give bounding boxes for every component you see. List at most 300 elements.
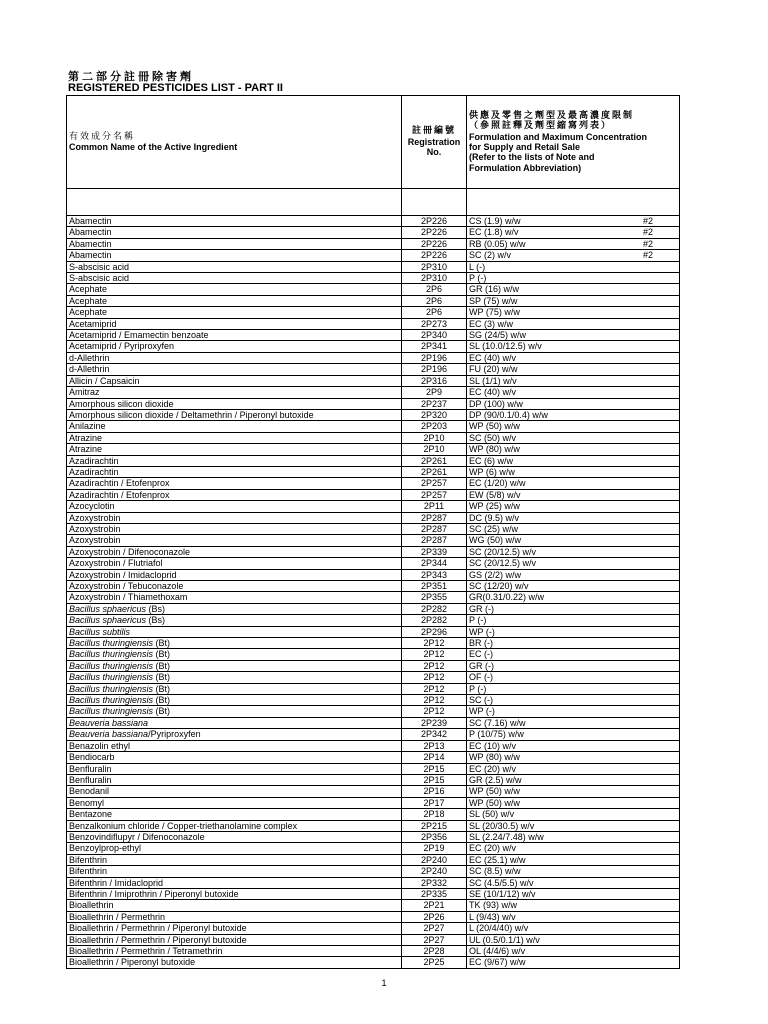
formulation-header-line1: Formulation and Maximum Concentration	[469, 131, 648, 142]
ingredient-cell	[67, 615, 402, 626]
registration-cell: 2P10	[402, 432, 467, 443]
ingredient-cell	[67, 546, 402, 557]
ingredient-name: Bifenthrin / Imiprothrin / Piperonyl butoxide	[69, 888, 239, 899]
ingredient-suffix: (Bt)	[153, 649, 171, 660]
ingredient-name: Abamectin	[69, 216, 112, 226]
formulation-cell	[467, 444, 680, 455]
formulation-text: EC (25.1) w/w	[469, 854, 526, 865]
registration-cell: 2P226	[402, 238, 467, 249]
ingredient-name: Azadirachtin	[69, 466, 119, 477]
ingredient-cell	[67, 398, 402, 409]
table-row	[67, 375, 680, 386]
ingredient-name: Azoxystrobin / Difenoconazole	[69, 546, 191, 557]
table-row	[67, 740, 680, 751]
note-marker: #2	[642, 227, 653, 238]
registration-cell: 2P237	[402, 398, 467, 409]
ingredient-cell	[67, 786, 402, 797]
table-row	[67, 318, 680, 329]
formulation-text: UL (0.5/0.1/1) w/v	[469, 934, 540, 945]
ingredient-cell	[67, 238, 402, 249]
formulation-cell	[467, 261, 680, 272]
ingredient-cell	[67, 250, 402, 261]
table-row	[67, 455, 680, 466]
registration-cell: 2P257	[402, 478, 467, 489]
registration-cell: 2P14	[402, 752, 467, 763]
formulation-text: WP (25) w/w	[469, 501, 520, 512]
ingredient-cell	[67, 364, 402, 375]
registration-cell: 2P339	[402, 546, 467, 557]
ingredient-cell	[67, 934, 402, 945]
formulation-cell	[467, 911, 680, 922]
ingredient-cell	[67, 638, 402, 649]
formulation-text: WP (50) w/w	[469, 786, 520, 797]
ingredient-name: Amitraz	[69, 387, 100, 398]
table-row	[67, 523, 680, 534]
formulation-header-line2: for Supply and Retail Sale	[469, 142, 581, 152]
formulation-text: OL (4/4/6) w/v	[469, 946, 526, 956]
table-row	[67, 273, 680, 284]
note-marker: #2	[642, 250, 653, 261]
table-row	[67, 729, 680, 740]
formulation-header-chinese-1: 供應及零售之劑型及最高濃度限制	[469, 110, 635, 121]
ingredient-name: Acephate	[69, 307, 108, 318]
table-row	[67, 352, 680, 363]
registration-cell: 2P19	[402, 843, 467, 854]
registration-cell: 2P18	[402, 809, 467, 820]
ingredient-name: Bacillus sphaericus	[69, 615, 147, 626]
registration-cell: 2P343	[402, 569, 467, 580]
formulation-cell	[467, 626, 680, 637]
formulation-cell	[467, 478, 680, 489]
formulation-text: EC (1.8) w/v	[469, 227, 519, 238]
ingredient-name: Acetamiprid / Emamectin benzoate	[69, 330, 209, 341]
ingredient-name: Bioallethrin	[69, 900, 114, 911]
table-row	[67, 683, 680, 694]
ingredient-cell	[67, 706, 402, 717]
formulation-cell	[467, 866, 680, 877]
ingredient-name: Bacillus thuringiensis	[69, 660, 154, 671]
ingredient-name: Azoxystrobin	[69, 535, 121, 546]
ingredient-name: d-Allethrin	[69, 352, 110, 363]
table-row	[67, 569, 680, 580]
ingredient-name: Azadirachtin	[69, 455, 119, 466]
registration-cell: 2P332	[402, 877, 467, 888]
formulation-text: EC (1/20) w/w	[469, 478, 526, 489]
ingredient-cell	[67, 660, 402, 671]
registration-cell: 2P240	[402, 854, 467, 865]
note-marker: #2	[642, 216, 653, 226]
table-row	[67, 626, 680, 637]
ingredient-suffix: (Bt)	[153, 638, 171, 649]
ingredient-cell	[67, 797, 402, 808]
formulation-text: P (-)	[469, 615, 487, 626]
ingredient-cell	[67, 603, 402, 614]
formulation-cell	[467, 238, 680, 249]
registration-header-line1: Registration	[407, 136, 461, 147]
table-row	[67, 409, 680, 420]
table-row	[67, 866, 680, 877]
ingredient-name: Amorphous silicon dioxide / Deltamethrin / Piperonyl butoxide	[69, 409, 314, 420]
ingredient-cell	[67, 421, 402, 432]
formulation-header-line3: (Refer to the lists of Note and	[469, 152, 595, 163]
ingredient-name: Benfluralin	[69, 774, 112, 785]
ingredient-name: Bioallethrin / Piperonyl butoxide	[69, 957, 196, 968]
table-row	[67, 797, 680, 808]
ingredient-cell	[67, 501, 402, 512]
table-row	[67, 615, 680, 626]
registration-column-header	[402, 96, 467, 189]
formulation-cell	[467, 581, 680, 592]
ingredient-cell	[67, 478, 402, 489]
table-body	[67, 216, 680, 969]
ingredient-cell	[67, 854, 402, 865]
ingredient-cell	[67, 444, 402, 455]
formulation-cell	[467, 216, 680, 227]
table-row	[67, 706, 680, 717]
ingredient-name: Bifenthrin	[69, 854, 108, 865]
ingredient-name: Azoxystrobin / Thiamethoxam	[69, 592, 188, 603]
table-row	[67, 660, 680, 671]
registration-cell: 2P11	[402, 501, 467, 512]
table-row	[67, 364, 680, 375]
table-row	[67, 512, 680, 523]
table-row	[67, 478, 680, 489]
ingredient-name: Benzalkonium chloride / Copper-triethanolamine complex	[69, 820, 298, 831]
ingredient-name: Allicin / Capsaicin	[69, 375, 140, 386]
formulation-text: GR (-)	[469, 603, 494, 614]
registration-cell: 2P356	[402, 831, 467, 842]
formulation-cell	[467, 603, 680, 614]
ingredient-header-chinese: 有效成分名稱	[69, 131, 136, 142]
formulation-text: SG (24/5) w/w	[469, 330, 527, 341]
ingredient-cell	[67, 774, 402, 785]
ingredient-name: Atrazine	[69, 444, 103, 455]
table-row	[67, 398, 680, 409]
ingredient-cell	[67, 672, 402, 683]
table-row	[67, 307, 680, 318]
formulation-cell	[467, 489, 680, 500]
table-row	[67, 831, 680, 842]
formulation-text: OF (-)	[469, 672, 493, 683]
registration-cell: 2P12	[402, 672, 467, 683]
ingredient-name: Acetamiprid	[69, 318, 117, 329]
registration-cell: 2P15	[402, 763, 467, 774]
table-row	[67, 216, 680, 227]
registration-cell: 2P257	[402, 489, 467, 500]
formulation-cell	[467, 466, 680, 477]
formulation-cell	[467, 683, 680, 694]
table-row	[67, 387, 680, 398]
formulation-cell	[467, 672, 680, 683]
formulation-cell	[467, 638, 680, 649]
formulation-cell	[467, 752, 680, 763]
ingredient-name: Bioallethrin / Permethrin / Piperonyl butoxide	[69, 923, 247, 934]
ingredient-name: Bacillus thuringiensis	[69, 695, 154, 706]
formulation-text: GR (16) w/w	[469, 284, 520, 295]
registration-cell: 2P12	[402, 660, 467, 671]
formulation-cell	[467, 398, 680, 409]
ingredient-name: Azoxystrobin / Imidacloprid	[69, 569, 177, 580]
formulation-cell	[467, 318, 680, 329]
formulation-cell	[467, 592, 680, 603]
formulation-cell	[467, 387, 680, 398]
table-row	[67, 466, 680, 477]
ingredient-cell	[67, 717, 402, 728]
formulation-cell	[467, 546, 680, 557]
ingredient-name: Acephate	[69, 295, 108, 306]
formulation-text: FU (20) w/w	[469, 364, 518, 375]
ingredient-cell	[67, 877, 402, 888]
formulation-text: SL (1/1) w/v	[469, 375, 517, 386]
formulation-text: WG (50) w/w	[469, 535, 522, 546]
registration-cell: 2P215	[402, 820, 467, 831]
table-row	[67, 558, 680, 569]
table-row	[67, 911, 680, 922]
formulation-text: SC (2) w/v	[469, 250, 512, 261]
table-row	[67, 581, 680, 592]
table-row	[67, 501, 680, 512]
ingredient-cell	[67, 341, 402, 352]
ingredient-cell	[67, 900, 402, 911]
ingredient-name: S-abscisic acid	[69, 273, 130, 284]
ingredient-name: Atrazine	[69, 432, 103, 443]
formulation-cell	[467, 535, 680, 546]
table-row	[67, 489, 680, 500]
formulation-cell	[467, 706, 680, 717]
formulation-cell	[467, 364, 680, 375]
ingredient-suffix: (Bt)	[153, 660, 171, 671]
formulation-text: WP (80) w/w	[469, 752, 520, 763]
formulation-cell	[467, 854, 680, 865]
ingredient-name: Beauveria bassiana	[69, 717, 149, 728]
registration-header-chinese: 註冊編號	[411, 126, 456, 137]
table-row	[67, 649, 680, 660]
ingredient-name: Azoxystrobin	[69, 523, 121, 534]
table-row	[67, 535, 680, 546]
ingredient-cell	[67, 307, 402, 318]
formulation-text: GS (2/2) w/w	[469, 569, 522, 580]
formulation-cell	[467, 729, 680, 740]
formulation-cell	[467, 284, 680, 295]
table-row	[67, 695, 680, 706]
formulation-cell	[467, 227, 680, 238]
ingredient-cell	[67, 729, 402, 740]
formulation-cell	[467, 375, 680, 386]
ingredient-name: Bacillus thuringiensis	[69, 683, 154, 694]
table-row	[67, 330, 680, 341]
ingredient-cell	[67, 946, 402, 957]
ingredient-cell	[67, 831, 402, 842]
table-row	[67, 888, 680, 899]
registration-cell: 2P261	[402, 466, 467, 477]
ingredient-cell	[67, 318, 402, 329]
formulation-cell	[467, 660, 680, 671]
ingredient-name: S-abscisic acid	[69, 261, 130, 272]
registration-cell: 2P10	[402, 444, 467, 455]
ingredient-suffix: (Bt)	[153, 672, 171, 683]
spacer-cell	[467, 189, 680, 216]
registration-cell: 2P287	[402, 535, 467, 546]
ingredient-cell	[67, 911, 402, 922]
ingredient-cell	[67, 216, 402, 227]
formulation-text: CS (1.9) w/w	[469, 216, 521, 226]
ingredient-cell	[67, 581, 402, 592]
ingredient-cell	[67, 569, 402, 580]
formulation-cell	[467, 649, 680, 660]
ingredient-cell	[67, 409, 402, 420]
table-row	[67, 763, 680, 774]
registration-header-line2: No.	[426, 147, 442, 158]
note-marker: #2	[642, 238, 653, 249]
ingredient-cell	[67, 649, 402, 660]
formulation-text: SL (2.24/7.48) w/w	[469, 831, 544, 842]
registration-cell: 2P335	[402, 888, 467, 899]
formulation-text: EC (-)	[469, 649, 493, 660]
table-row	[67, 341, 680, 352]
ingredient-name: Benfluralin	[69, 763, 112, 774]
ingredient-name: Bioallethrin / Permethrin	[69, 911, 166, 922]
table-row	[67, 774, 680, 785]
formulation-text: EC (40) w/v	[469, 387, 517, 398]
ingredient-cell	[67, 455, 402, 466]
ingredient-name: Bioallethrin / Permethrin / Tetramethrin	[69, 946, 223, 956]
header-spacer-row	[67, 189, 680, 216]
table-row	[67, 877, 680, 888]
ingredient-cell	[67, 512, 402, 523]
registration-cell: 2P340	[402, 330, 467, 341]
ingredient-name: Beauveria bassiana	[69, 729, 149, 740]
ingredient-cell	[67, 695, 402, 706]
ingredient-name: Bendiocarb	[69, 752, 115, 763]
ingredient-cell	[67, 523, 402, 534]
formulation-text: SL (20/30.5) w/v	[469, 820, 535, 831]
formulation-cell	[467, 774, 680, 785]
registration-cell: 2P320	[402, 409, 467, 420]
table-row	[67, 843, 680, 854]
ingredient-name: Azadirachtin / Etofenprox	[69, 478, 170, 489]
table-row	[67, 717, 680, 728]
formulation-cell	[467, 512, 680, 523]
formulation-text: EC (40) w/v	[469, 352, 517, 363]
ingredient-cell	[67, 295, 402, 306]
ingredient-name: Abamectin	[69, 250, 112, 261]
registration-cell: 2P282	[402, 603, 467, 614]
registration-cell: 2P12	[402, 683, 467, 694]
formulation-cell	[467, 717, 680, 728]
ingredient-cell	[67, 683, 402, 694]
formulation-cell	[467, 900, 680, 911]
ingredient-cell	[67, 535, 402, 546]
ingredient-suffix: (Bt)	[153, 706, 171, 717]
formulation-text: SC (20/12.5) w/v	[469, 546, 537, 557]
formulation-text: WP (6) w/w	[469, 466, 515, 477]
registration-cell: 2P21	[402, 900, 467, 911]
formulation-text: GR (-)	[469, 660, 494, 671]
formulation-cell	[467, 843, 680, 854]
registration-cell: 2P273	[402, 318, 467, 329]
ingredient-name: Bacillus thuringiensis	[69, 672, 154, 683]
registration-cell: 2P287	[402, 523, 467, 534]
formulation-text: DC (9.5) w/v	[469, 512, 520, 523]
formulation-cell	[467, 797, 680, 808]
table-row	[67, 284, 680, 295]
formulation-cell	[467, 763, 680, 774]
formulation-text: EC (6) w/w	[469, 455, 514, 466]
formulation-text: WP (-)	[469, 706, 495, 717]
formulation-text: SC (20/12.5) w/v	[469, 558, 537, 569]
formulation-text: L (9/43) w/v	[469, 911, 516, 922]
formulation-text: WP (-)	[469, 626, 495, 637]
ingredient-name: Bacillus thuringiensis	[69, 649, 154, 660]
table-header-row	[67, 96, 680, 189]
registration-cell: 2P9	[402, 387, 467, 398]
ingredient-name: Bifenthrin / Imidacloprid	[69, 877, 164, 888]
formulation-text: P (10/75) w/w	[469, 729, 524, 740]
formulation-text: SP (75) w/w	[469, 295, 518, 306]
spacer-cell	[67, 189, 402, 216]
formulation-text: WP (50) w/w	[469, 421, 520, 432]
registration-cell: 2P27	[402, 923, 467, 934]
formulation-cell	[467, 877, 680, 888]
formulation-cell	[467, 820, 680, 831]
ingredient-cell	[67, 923, 402, 934]
registration-cell: 2P12	[402, 638, 467, 649]
ingredient-cell	[67, 763, 402, 774]
ingredient-cell	[67, 888, 402, 899]
formulation-cell	[467, 307, 680, 318]
ingredient-name: Azoxystrobin / Flutriafol	[69, 558, 163, 569]
formulation-text: DP (90/0.1/0.4) w/w	[469, 409, 548, 420]
ingredient-name: Bacillus thuringiensis	[69, 706, 154, 717]
formulation-cell	[467, 250, 680, 261]
formulation-text: GR (2.5) w/w	[469, 774, 522, 785]
formulation-cell	[467, 695, 680, 706]
registration-cell: 2P310	[402, 273, 467, 284]
ingredient-cell	[67, 375, 402, 386]
table-row	[67, 638, 680, 649]
formulation-cell	[467, 615, 680, 626]
ingredient-cell	[67, 227, 402, 238]
table-row	[67, 934, 680, 945]
formulation-cell	[467, 352, 680, 363]
formulation-text: EC (20) w/v	[469, 763, 517, 774]
table-row	[67, 546, 680, 557]
ingredient-suffix: (Bt)	[153, 695, 171, 706]
formulation-text: EW (5/8) w/v	[469, 489, 521, 500]
formulation-column-header	[467, 96, 680, 189]
registration-cell: 2P27	[402, 934, 467, 945]
registration-cell: 2P296	[402, 626, 467, 637]
ingredient-cell	[67, 820, 402, 831]
formulation-cell	[467, 432, 680, 443]
table-row	[67, 946, 680, 957]
registration-cell: 2P6	[402, 284, 467, 295]
formulation-text: SC (-)	[469, 695, 493, 706]
registration-cell: 2P310	[402, 261, 467, 272]
registration-cell: 2P226	[402, 216, 467, 227]
ingredient-name: Bifenthrin	[69, 866, 108, 877]
formulation-text: EC (3) w/w	[469, 318, 514, 329]
registration-cell: 2P282	[402, 615, 467, 626]
registration-cell: 2P13	[402, 740, 467, 751]
ingredient-cell	[67, 809, 402, 820]
ingredient-suffix: (Bt)	[153, 683, 171, 694]
formulation-text: TK (93) w/w	[469, 900, 518, 911]
ingredient-name: Bioallethrin / Permethrin / Piperonyl butoxide	[69, 934, 247, 945]
ingredient-cell	[67, 843, 402, 854]
registration-cell: 2P12	[402, 706, 467, 717]
formulation-cell	[467, 409, 680, 420]
